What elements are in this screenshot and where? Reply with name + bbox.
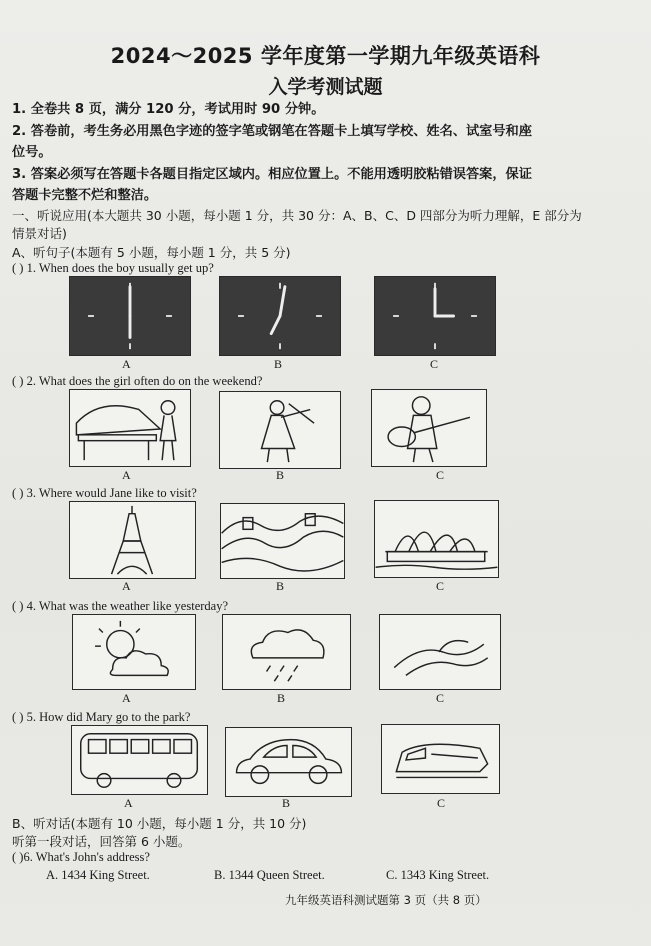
car-icon (226, 728, 351, 796)
option-c-label: C (436, 468, 445, 482)
instruction-3: 3. 答案必须写在答题卡各题目指定区域内。相应位置上。不能用透明胶粘错误答案，保证 (12, 167, 532, 182)
option-b-label: B (276, 468, 285, 482)
option-b-image[interactable] (222, 614, 351, 690)
sydney-opera-house-icon (375, 501, 498, 577)
clock-face-icon (70, 277, 190, 355)
instruction-1: 1. 全卷共 8 页，满分 120 分，考试用时 90 分钟。 (12, 102, 325, 117)
option-a-image[interactable] (69, 501, 196, 579)
clock-face-icon (220, 277, 340, 355)
page-footer: 九年级英语科测试题第 3 页（共 8 页） (285, 893, 487, 907)
question-3-text: ( ) 3. Where would Jane like to visit? (12, 486, 197, 500)
clock-face-icon (375, 277, 495, 355)
option-c-label: C (436, 691, 445, 705)
instruction-3-cont: 答题卡完整不烂和整洁。 (12, 188, 158, 203)
option-a-image[interactable] (72, 614, 196, 690)
option-b-label: B (282, 796, 291, 810)
eiffel-tower-icon (70, 502, 195, 578)
great-wall-icon (221, 504, 344, 578)
q6-option-b[interactable]: B. 1344 Queen Street. (214, 868, 325, 882)
train-icon (382, 725, 499, 793)
option-b-image[interactable] (225, 727, 352, 797)
instruction-2: 2. 答卷前，考生务必用黑色字迹的签字笔或钢笔在答题卡上填写学校、姓名、试室号和座 (12, 124, 532, 139)
question-1-text: ( ) 1. When does the boy usually get up? (12, 261, 214, 275)
guitar-icon (372, 390, 486, 466)
option-b-image[interactable] (220, 503, 345, 579)
option-c-image[interactable] (379, 614, 501, 690)
violin-icon (220, 392, 340, 468)
part-b-heading: B、听对话(本题有 10 小题，每小题 1 分，共 10 分) (12, 816, 307, 831)
option-a-label: A (122, 691, 131, 705)
option-c-image[interactable] (371, 389, 487, 467)
option-a-label: A (122, 579, 131, 593)
exam-title: 2024～2025 学年度第一学期九年级英语科 (110, 44, 541, 68)
instruction-2-cont: 位号。 (12, 145, 52, 160)
question-6-text: ( )6. What's John's address? (12, 850, 150, 864)
option-a-image[interactable] (69, 276, 191, 356)
option-a-label: A (124, 796, 133, 810)
option-c-label: C (430, 357, 439, 371)
option-a-label: A (122, 468, 131, 482)
option-a-image[interactable] (69, 389, 191, 467)
option-c-image[interactable] (381, 724, 500, 794)
option-b-image[interactable] (219, 391, 341, 469)
option-b-label: B (277, 691, 286, 705)
option-a-label: A (122, 357, 131, 371)
exam-subtitle: 入学考测试题 (268, 76, 383, 98)
section-1-heading-cont: 情景对话) (12, 226, 67, 241)
question-2-text: ( ) 2. What does the girl often do on the weekend? (12, 374, 263, 388)
bus-icon (72, 726, 207, 794)
q6-option-c[interactable]: C. 1343 King Street. (386, 868, 490, 882)
option-b-label: B (276, 579, 285, 593)
option-c-image[interactable] (374, 276, 496, 356)
option-c-label: C (436, 579, 445, 593)
piano-icon (70, 390, 190, 466)
section-1-heading: 一、听说应用(本大题共 30 小题，每小题 1 分，共 30 分：A、B、C、D 四部分为听力理解，E 部分为 (12, 208, 582, 223)
option-b-label: B (274, 357, 283, 371)
wind-icon (380, 615, 500, 689)
q6-option-a[interactable]: A. 1434 King Street. (46, 868, 150, 882)
question-5-text: ( ) 5. How did Mary go to the park? (12, 710, 191, 724)
rain-cloud-icon (223, 615, 350, 689)
option-b-image[interactable] (219, 276, 341, 356)
question-4-text: ( ) 4. What was the weather like yesterday? (12, 599, 228, 613)
option-a-image[interactable] (71, 725, 208, 795)
option-c-label: C (437, 796, 446, 810)
part-b-intro: 听第一段对话，回答第 6 小题。 (12, 834, 191, 849)
option-c-image[interactable] (374, 500, 499, 578)
part-a-heading: A、听句子(本题有 5 小题，每小题 1 分，共 5 分) (12, 245, 291, 260)
sun-cloud-icon (73, 615, 195, 689)
